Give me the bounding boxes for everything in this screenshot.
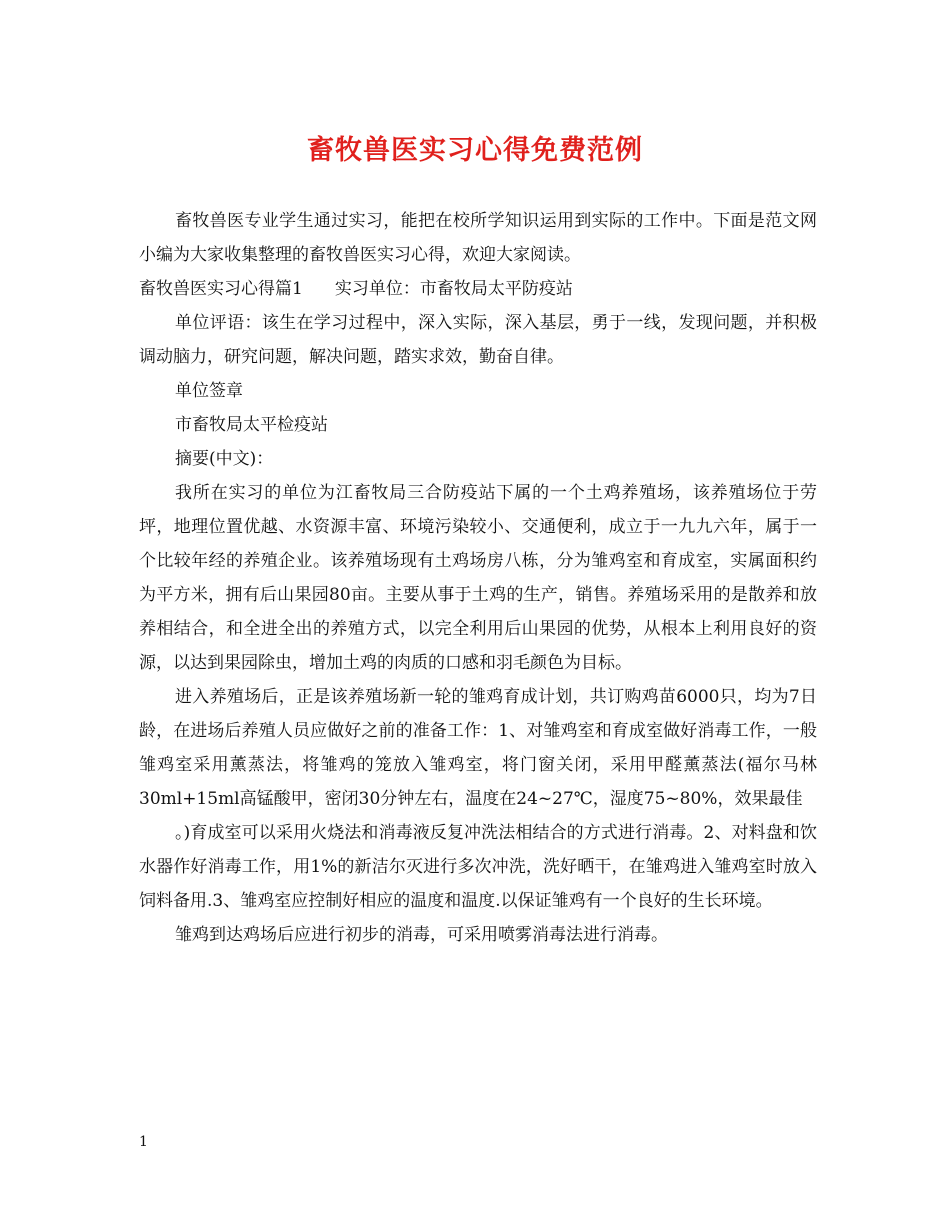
unit-name-line: 市畜牧局太平检疫站 [175,415,328,435]
unit-seal-line: 单位签章 [175,381,243,401]
arrival-paragraph: 雏鸡到达鸡场后应进行初步的消毒，可采用喷雾消毒法进行消毒。 [175,925,668,945]
document-body [139,204,817,952]
disinfection-paragraph: 。)育成室可以采用火烧法和消毒液反复冲洗法相结合的方式进行消毒。2、对料盘和饮水器作好消毒工作，用1%的新洁尔灭进行多次冲洗，洗好晒干，在雏鸡进入雏鸡室时放入饲料备用.3、雏鸡室应控制好相应的温度和温度.以保证雏鸡有一个良好的生长环境。 [139,823,817,911]
farm-description-paragraph: 我所在实习的单位为江畜牧局三合防疫站下属的一个土鸡养殖场，该养殖场位于劳坪，地理位置优越、水资源丰富、环境污染较小、交通便利，成立于一九九六年，属于一个比较年经的养殖企业。该养殖场现有土鸡场房八栋，分为雏鸡室和育成室，实属面积约为平方米，拥有后山果园80亩。主要从事于土鸡的生产，销售。养殖场采用的是散养和放养相结合，和全进全出的养殖方式，以完全利用后山果园的优势，从根本上利用良好的资源，以达到果园除虫，增加土鸡的肉质的口感和羽毛颜色为目标。 [139,483,817,673]
intro-paragraph: 畜牧兽医专业学生通过实习，能把在校所学知识运用到实际的工作中。下面是范文网小编为大家收集整理的畜牧兽医实习心得，欢迎大家阅读。 [139,211,817,265]
unit-comment-paragraph: 单位评语：该生在学习过程中，深入实际，深入基层，勇于一线，发现问题，并积极调动脑力，研究问题，解决问题，踏实求效，勤奋自律。 [139,313,817,367]
page-number: 1 [139,1134,148,1150]
abstract-label: 摘要(中文)： [175,449,274,469]
preparation-paragraph: 进入养殖场后，正是该养殖场新一轮的雏鸡育成计划，共订购鸡苗6000只，均为7日龄，在进场后养殖人员应做好之前的准备工作：1、对雏鸡室和育成室做好消毒工作，一般雏鸡室采用薰蒸法，将雏鸡的笼放入雏鸡室，将门窗关闭，采用甲醛薰蒸法(福尔马林30ml+15ml高锰酸甲，密闭30分钟左右，温度在24~27℃，湿度75~80%，效果最佳 [139,687,817,809]
section-heading-line [139,272,817,306]
section-label: 畜牧兽医实习心得篇1 [139,279,303,299]
internship-unit: 实习单位：市畜牧局太平防疫站 [334,279,573,299]
document-title: 畜牧兽医实习心得免费范例 [307,135,643,166]
